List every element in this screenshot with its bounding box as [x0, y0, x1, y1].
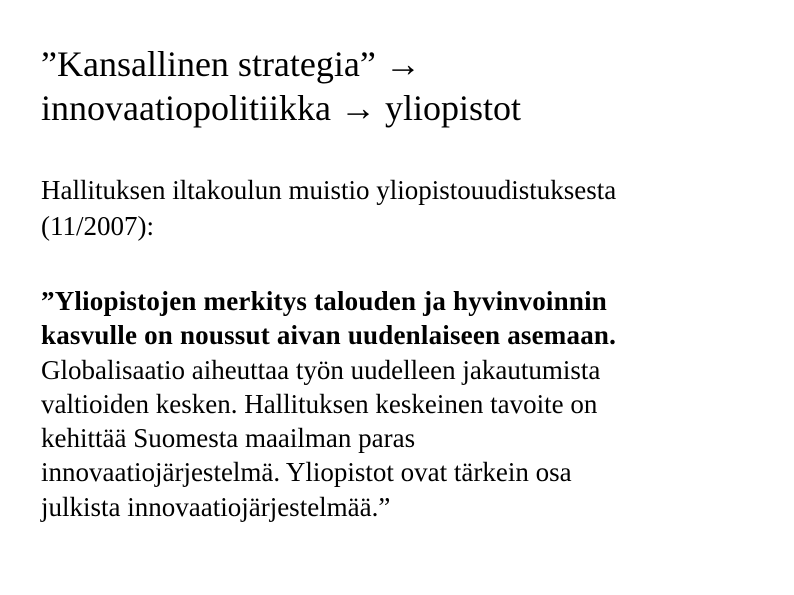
quote-block — [41, 284, 771, 524]
quote-line-3: kehittää Suomesta maailman paras — [41, 423, 416, 454]
quote-bold-line-1: ”Yliopistojen merkitys talouden ja hyvinvoinnin — [41, 286, 607, 316]
title-line-1: ”Kansallinen strategia” → — [41, 44, 421, 84]
quote-line-2: valtioiden kesken. Hallituksen keskeinen tavoite on — [41, 388, 598, 419]
slide-title — [41, 42, 771, 130]
quote-line-1: Globalisaatio aiheuttaa työn uudelleen jakautumista — [41, 354, 601, 385]
title-line-2: innovaatiopolitiikka → yliopistot — [41, 88, 521, 128]
quote-bold-line-2: kasvulle on noussut aivan uudenlaiseen asemaan. — [41, 320, 617, 351]
intro-text — [41, 172, 771, 244]
quote-line-4: innovaatiojärjestelmä. Yliopistot ovat tärkein osa — [41, 457, 572, 488]
quote-line-5: julkista innovaatiojärjestelmää.” — [41, 491, 391, 522]
intro-line-1: Hallituksen iltakoulun muistio yliopistouudistuksesta — [41, 175, 617, 205]
intro-line-2: (11/2007): — [41, 211, 154, 241]
